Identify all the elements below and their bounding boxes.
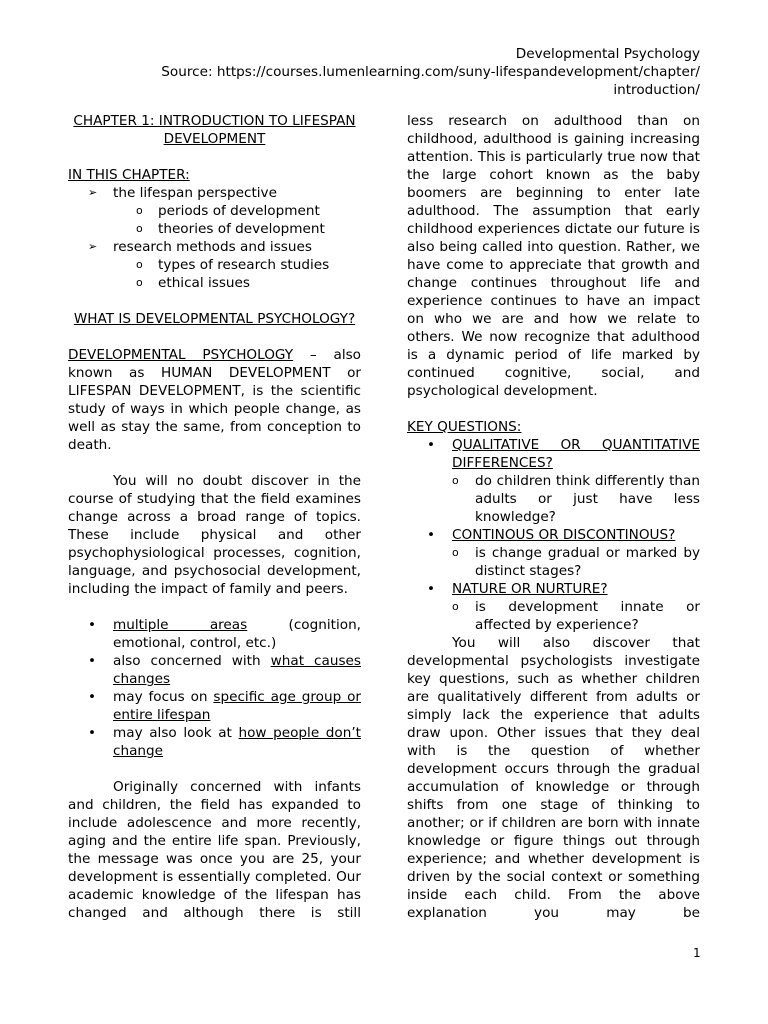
- question-subitem: o do children think differently than adults or just have less knowledge?: [452, 473, 700, 525]
- circle-bullet-icon: o: [136, 222, 143, 235]
- question-subitem: o is development innate or affected by experience?: [452, 599, 700, 633]
- question-item: • CONTINOUS OR DISCONTINOUS?: [427, 527, 676, 543]
- right-column: [407, 112, 700, 922]
- circle-bullet-icon: o: [136, 204, 143, 217]
- circle-bullet-icon: o: [452, 600, 459, 613]
- circle-bullet-icon: o: [452, 474, 459, 487]
- bullet-dot-icon: •: [427, 527, 436, 543]
- toc-subitem: o theories of development: [136, 221, 325, 237]
- toc-subitem: o types of research studies: [136, 257, 330, 273]
- question-item: • NATURE OR NURTURE?: [427, 581, 608, 597]
- question-item: • QUALITATIVE OR QUANTITATIVE DIFFERENCES?: [427, 437, 700, 471]
- header-source: Source: https://courses.lumenlearning.com/suny-lifespandevelopment/chapter/: [161, 64, 700, 80]
- page-header: [161, 45, 700, 99]
- page-number: 1: [693, 946, 701, 960]
- bullet-dot-icon: •: [88, 653, 97, 669]
- bullet-dot-icon: •: [427, 437, 436, 453]
- definition-paragraph: DEVELOPMENTAL PSYCHOLOGY – also known as HUMAN DEVELOPMENT or LIFESPAN DEVELOPMENT, is the scientific study of ways in which people change, as well as stay the same, from conception to death.: [68, 347, 361, 453]
- body-paragraph: You will no doubt discover in the course of studying that the field examines change across a broad range of topics. These include physical and other psychophysiological processes, cognition, language, and psychosocial development, including the impact of family and peers.: [68, 473, 361, 597]
- bullet-item: • also concerned with what causes changes: [88, 653, 361, 687]
- key-questions-heading: KEY QUESTIONS:: [407, 419, 522, 435]
- section-heading: WHAT IS DEVELOPMENTAL PSYCHOLOGY?: [73, 311, 356, 327]
- toc-subitem: o ethical issues: [136, 275, 250, 291]
- bullet-item: • may also look at how people don’t change: [88, 725, 362, 759]
- bullet-dot-icon: •: [427, 581, 436, 597]
- bullet-dot-icon: •: [88, 617, 97, 633]
- arrow-bullet-icon: ➢: [88, 186, 98, 199]
- circle-bullet-icon: o: [136, 276, 143, 289]
- header-source-cont: introduction/: [613, 82, 700, 98]
- circle-bullet-icon: o: [136, 258, 143, 271]
- question-subitem: o is change gradual or marked by distinct stages?: [452, 545, 700, 579]
- chapter-title: CHAPTER 1: INTRODUCTION TO LIFESPAN DEVELOPMENT: [73, 113, 356, 147]
- body-paragraph: Originally concerned with infants and children, the field has expanded to include adolescence and more recently, aging and the entire life span. Previously, the message was once you are 25, your development is essentially completed. Our academic knowledge of the lifespan has changed and although there is still: [68, 779, 361, 921]
- in-chapter-heading: IN THIS CHAPTER:: [68, 167, 190, 183]
- bullet-dot-icon: •: [88, 725, 97, 741]
- bullet-item: • multiple areas (cognition, emotional, control, etc.): [88, 617, 361, 651]
- bullet-dot-icon: •: [88, 689, 97, 705]
- circle-bullet-icon: o: [452, 546, 459, 559]
- body-paragraph: less research on adulthood than on childhood, adulthood is gaining increasing attention. This is particularly true now that the large cohort known as the baby boomers are beginning to enter late adulthood. The assumption that early childhood experiences dictate our future is also being called into question. Rather, we have come to appreciate that growth and change continues throughout life and experience continues to have an impact on who we are and how we relate to others. We now recognize that adulthood is a dynamic period of life marked by continued cognitive, social, and psychological development.: [407, 113, 700, 399]
- left-column: [68, 112, 361, 922]
- toc-item: ➢ research methods and issues: [88, 239, 312, 255]
- toc-subitem: o periods of development: [136, 203, 320, 219]
- header-title: Developmental Psychology: [515, 46, 700, 62]
- bullet-item: • may focus on specific age group or entire lifespan: [88, 689, 361, 723]
- arrow-bullet-icon: ➢: [88, 240, 98, 253]
- body-paragraph: You will also discover that developmental psychologists investigate key questions, such as whether children are qualitatively different from adults or simply lack the experience that adults draw upon. Other issues that they deal with is the question of whether development occurs through the gradual accumulation of knowledge or through shifts from one stage of thinking to another; or if children are born with innate knowledge or figure things out through experience; and whether development is driven by the social context or something inside each child. From the above explanation you may be: [407, 635, 700, 921]
- definition-term: DEVELOPMENTAL PSYCHOLOGY: [68, 347, 294, 363]
- toc-item: ➢ the lifespan perspective: [88, 185, 277, 201]
